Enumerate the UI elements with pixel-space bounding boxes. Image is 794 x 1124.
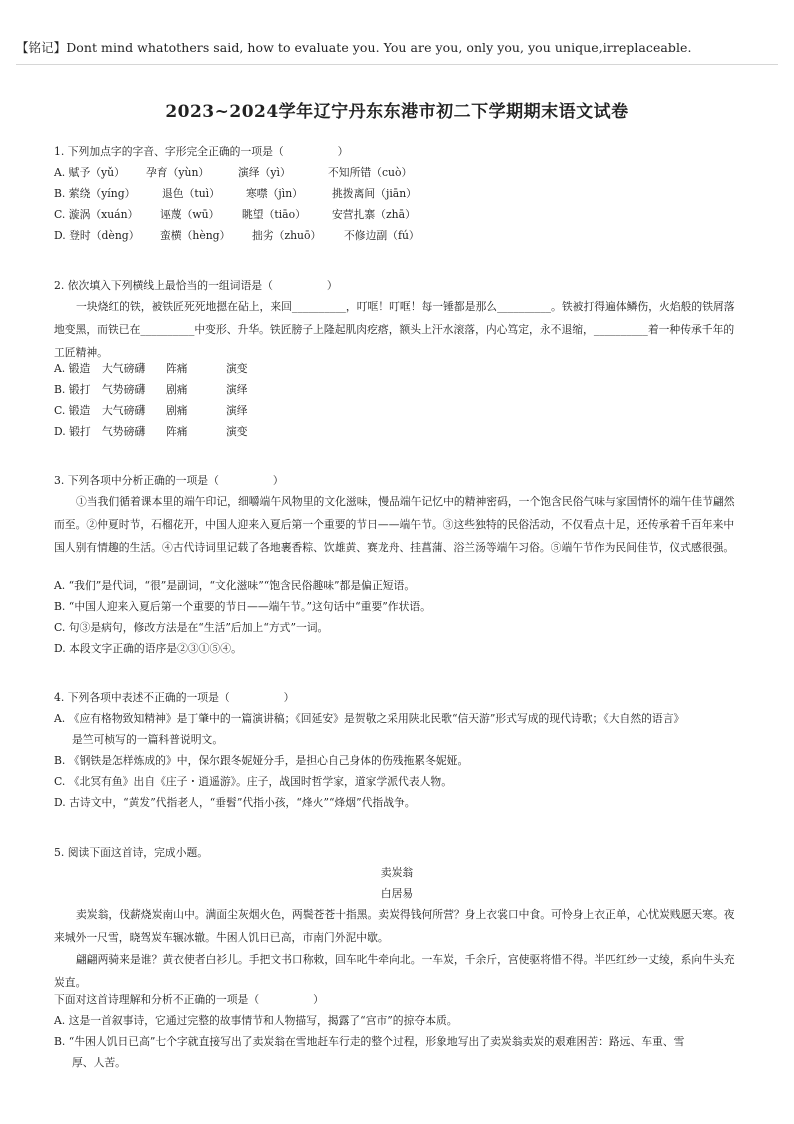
- q2-a-4: 演变: [226, 362, 248, 375]
- q2-stem: 2. 依次填入下列横线上最恰当的一组词语是（ ）: [54, 279, 338, 292]
- q2-b-2: 气势磅礴: [102, 383, 146, 396]
- q2-b-1: B. 锻打: [54, 383, 91, 396]
- q2-c-3: 剧痛: [166, 404, 188, 417]
- poem-stanza-1: 卖炭翁，伐薪烧炭南山中。满面尘灰烟火色，两鬓苍苍十指黑。卖炭得钱何所营？身上衣裳口中食。可怜身上衣正单，心忧炭贱愿天寒。夜来城外一尺雪，晓驾炭车辗冰辙。牛困人饥日已高，市南门外泥中歇。: [54, 908, 735, 944]
- poem-stanza-2: 翩翩两骑来是谁？黄衣使者白衫儿。手把文书口称敕，回车叱牛牵向北。一车炭，千余斤，宫使驱将惜不得。半匹红纱一丈绫，系向牛头充炭直。: [54, 953, 735, 989]
- q1-option-a[interactable]: [54, 166, 412, 180]
- q1-b-2: 退色（tuì）: [162, 187, 220, 200]
- q4-stem: 4. 下列各项中表述不正确的一项是（ ）: [54, 691, 295, 704]
- q1-stem: 1. 下列加点字的字音、字形完全正确的一项是（ ）: [54, 145, 349, 158]
- q2-option-b[interactable]: [54, 383, 248, 397]
- q4-option-c[interactable]: C. 《北冥有鱼》出自《庄子・逍遥游》。庄子，战国时哲学家，道家学派代表人物。: [54, 775, 453, 788]
- q1-d-2: 蛮横（hèng）: [160, 229, 231, 242]
- motto-header: 【铭记】Dont mind whatothers said, how to evaluate you. You are you, only you, you unique,irreplaceable.: [16, 40, 692, 55]
- q5-option-b[interactable]: B. “牛困人饥日已高”七个字就直接写出了卖炭翁在雪地赶车行走的整个过程，形象地写出了卖炭翁卖炭的艰难困苦：路远、车重、雪: [54, 1035, 685, 1048]
- page-title: 2023~2024学年辽宁丹东东港市初二下学期期末语文试卷: [165, 102, 629, 122]
- q1-option-b[interactable]: [54, 187, 417, 201]
- q2-c-4: 演绎: [226, 404, 248, 417]
- q1-a-2: 孕育（yùn）: [146, 166, 210, 179]
- q2-passage: 一块烧红的铁，被铁匠死死地摁在砧上，来回__________，叮哐！叮哐！每一锤都是那么__________。铁被打得遍体鳞伤，火焰般的铁屑落地变黑，而铁已在__________中变形、升华。铁匠膀子上隆起肌肉疙瘩，额头上汗水滚落，内心笃定，永不退缩，__________着一种传承千年的工匠精神。: [54, 300, 735, 359]
- q1-d-3: 拙劣（zhuō）: [252, 229, 322, 242]
- q4-option-d[interactable]: D. 古诗文中，“黄发”代指老人，“垂髫”代指小孩，“烽火”“烽烟”代指战争。: [54, 796, 416, 809]
- q1-a-1: A. 赋予（yǔ）: [54, 166, 125, 179]
- q2-option-c[interactable]: [54, 404, 248, 418]
- q2-a-3: 阵痛: [166, 362, 188, 375]
- q1-c-2: 诬蔑（wū）: [160, 208, 220, 221]
- q1-option-d[interactable]: [54, 229, 420, 243]
- q1-a-3: 演绎（yì）: [238, 166, 291, 179]
- header-divider: [16, 64, 778, 65]
- q2-b-3: 剧痛: [166, 383, 188, 396]
- poem-title: 卖炭翁: [380, 866, 414, 879]
- q2-d-2: 气势磅礴: [102, 425, 146, 438]
- poem-author: 白居易: [380, 887, 414, 900]
- q1-a-4: 不知所错（cuò）: [328, 166, 413, 179]
- q1-b-1: B. 萦绕（yíng）: [54, 187, 136, 200]
- q3-option-a[interactable]: A. “我们”是代词，“很”是副词，“文化滋味”“饱含民俗趣味”都是偏正短语。: [54, 579, 416, 592]
- q3-option-b[interactable]: B. “中国人迎来入夏后第一个重要的节日——端午节。”这句话中“重要”作状语。: [54, 600, 431, 613]
- q5-stem: 5. 阅读下面这首诗，完成小题。: [54, 846, 209, 859]
- q1-c-3: 眺望（tiāo）: [242, 208, 306, 221]
- q1-c-4: 安营扎寨（zhā）: [332, 208, 416, 221]
- q1-b-3: 寒噤（jìn）: [246, 187, 303, 200]
- q3-option-c[interactable]: C. 句③是病句，修改方法是在“生活”后加上“方式”一词。: [54, 621, 329, 634]
- q2-a-2: 大气磅礴: [102, 362, 146, 375]
- q1-d-4: 不修边副（fú）: [344, 229, 420, 242]
- q1-d-1: D. 登时（dèng）: [54, 229, 140, 242]
- q1-c-1: C. 漩涡（xuán）: [54, 208, 139, 221]
- q4-option-b[interactable]: B. 《钢铁是怎样炼成的》中，保尔跟冬妮娅分手，是担心自己身体的伤残拖累冬妮娅。: [54, 754, 469, 767]
- q2-c-2: 大气磅礴: [102, 404, 146, 417]
- q3-option-d[interactable]: D. 本段文字正确的语序是②③①⑤④。: [54, 642, 242, 655]
- q1-option-c[interactable]: [54, 208, 416, 222]
- q2-d-3: 阵痛: [166, 425, 188, 438]
- q2-option-d[interactable]: [54, 425, 248, 439]
- q4-option-a-cont: 是竺可桢写的一篇科普说明文。: [72, 733, 224, 746]
- q5-sub-stem: 下面对这首诗理解和分析不正确的一项是（ ）: [54, 993, 324, 1006]
- q5-option-a[interactable]: A. 这是一首叙事诗，它通过完整的故事情节和人物描写，揭露了“宫市”的掠夺本质。: [54, 1014, 458, 1027]
- q5-option-b-cont: 厚、人苦。: [72, 1056, 126, 1069]
- q3-passage: ①当我们循着课本里的端午印记，细嚼端午风物里的文化滋味，慢品端午记忆中的精神密码，一个饱含民俗气味与家国情怀的端午佳节翩然而至。②仲夏时节，石榴花开，中国人迎来入夏后第一个重要的节日——端午节。③这些独特的民俗活动，不仅看点十足，还传承着千百年来中国人别有情趣的生活。④古代诗词里记载了各地裹香粽、饮雄黄、赛龙舟、挂菖蒲、浴兰汤等端午习俗。⑤端午节作为民间佳节，仪式感很强。: [54, 495, 735, 554]
- q2-option-a[interactable]: [54, 362, 248, 376]
- q2-d-4: 演变: [226, 425, 248, 438]
- q4-option-a[interactable]: A. 《应有格物致知精神》是丁肇中的一篇演讲稿；《回延安》是贺敬之采用陕北民歌“信天游”形式写成的现代诗歌；《大自然的语言》: [54, 712, 685, 725]
- q2-a-1: A. 锻造: [54, 362, 91, 375]
- q2-d-1: D. 锻打: [54, 425, 91, 438]
- q2-b-4: 演绎: [226, 383, 248, 396]
- q2-c-1: C. 锻造: [54, 404, 91, 417]
- q1-b-4: 挑拨离间（jiān）: [332, 187, 417, 200]
- q3-stem: 3. 下列各项中分析正确的一项是（ ）: [54, 474, 284, 487]
